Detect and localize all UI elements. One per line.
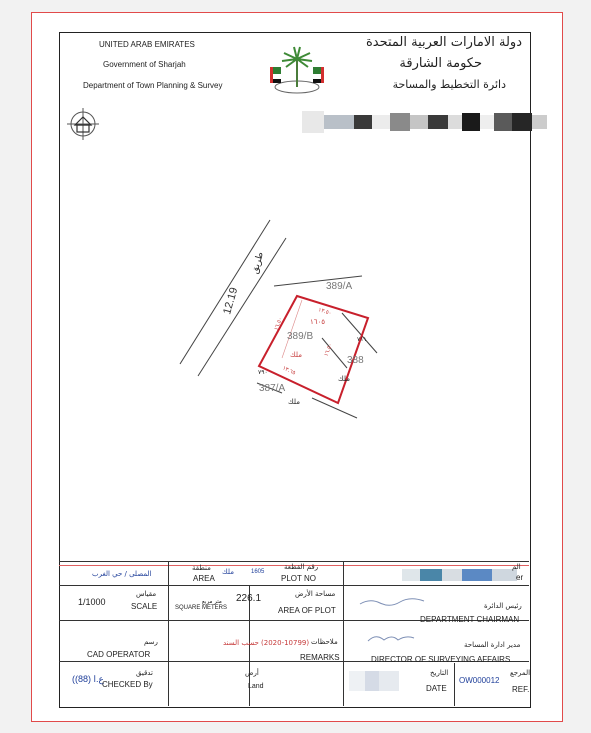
neighbor-right-number: ٧١١	[357, 336, 367, 343]
area-value: المصلى / حي الغرب	[92, 570, 152, 578]
remarks-value: (2020-10799) حسب السند	[223, 639, 310, 647]
director-ar: مدير ادارة المساحة	[464, 641, 521, 649]
department-ar: دائرة التخطيط والمساحة	[392, 78, 506, 91]
right-owner-label: ملك	[338, 375, 350, 383]
document-sheet	[31, 12, 563, 722]
top-right-fragment-ar: الم	[512, 563, 521, 571]
plot-area-label-en: AREA OF PLOT	[278, 606, 336, 615]
land-en: Land	[248, 683, 264, 690]
plot-bottom-number: 387/A	[259, 383, 286, 394]
table-line-1	[59, 585, 529, 586]
land-ar: أرض	[245, 669, 259, 677]
department-en: Department of Town Planning & Survey	[83, 81, 223, 90]
table-divider-3	[343, 561, 344, 706]
dept-chairman-en: DEPARTMENT CHAIRMAN	[420, 615, 520, 624]
plot-owner-label: ملك	[290, 351, 302, 359]
redacted-barcode	[302, 111, 547, 133]
plot-no-label-ar: رقم القطعة	[284, 563, 319, 571]
checked-by-ar: تدقيق	[136, 669, 153, 677]
neighbor-bottom-number: ٧٩٠	[258, 369, 268, 376]
plot-no-label-en: PLOT NO	[281, 574, 316, 583]
area-label-ar: منطقة	[192, 564, 211, 572]
redacted-date	[345, 669, 405, 695]
sharjah-emblem-logo	[266, 37, 328, 99]
plot-area-value: 226.1	[236, 593, 262, 604]
cad-operator-en: CAD OPERATOR	[87, 650, 151, 659]
table-top-line	[59, 561, 529, 562]
country-ar: دولة الامارات العربية المتحدة	[365, 35, 522, 50]
square-meters-en: SQUARE METERS	[175, 605, 228, 611]
plot-area-label-ar: مساحة الأرض	[295, 590, 336, 598]
road-label: طريق	[250, 250, 266, 276]
dept-chairman-ar: رئيس الدائرة	[484, 602, 522, 610]
ref-ar: المرجع	[510, 669, 531, 677]
plot-top-number: 389/A	[326, 281, 353, 292]
checked-by-en: CHECKED By	[102, 680, 153, 689]
road-width-label: 12.19	[221, 286, 241, 316]
chairman-signature	[358, 595, 428, 609]
redacted-owner-name	[402, 567, 517, 583]
government-ar: حكومة الشارقة	[399, 56, 482, 71]
country-en: UNITED ARAB EMIRATES	[99, 40, 195, 49]
table-divider-1	[168, 561, 169, 706]
remarks-label-ar: ملاحظات	[311, 638, 338, 646]
ref-value: OW000012	[459, 676, 500, 685]
square-meters-ar: متر مربع	[202, 599, 222, 605]
scale-label-en: SCALE	[131, 602, 158, 611]
side-bottom-length: ١٣.٦٥	[281, 365, 297, 377]
side-top-length: ١٣.٥٠	[317, 307, 333, 317]
plot-no-value: 1605	[251, 569, 265, 575]
remarks-label-en: REMARKS	[300, 653, 340, 662]
north-arrow-icon	[66, 107, 100, 141]
ref-en: REF.	[512, 685, 530, 694]
scale-label-ar: مقياس	[136, 590, 157, 598]
date-ar: التاريخ	[430, 669, 449, 677]
top-right-fragment-en: er	[516, 573, 524, 582]
table-divider-4	[454, 663, 455, 706]
checked-by-value: ((88) ع.ا	[72, 674, 104, 684]
side-right-length: ١٦.٥٠	[323, 342, 334, 358]
plot-center-number: 389/B	[287, 331, 314, 342]
director-signature	[366, 631, 416, 645]
date-en: DATE	[426, 684, 447, 693]
bottom-owner-label: ملك	[288, 398, 300, 406]
plot-number-ar: ١٦٠٥	[310, 318, 326, 326]
director-en: DIRECTOR OF SURVEYING AFFAIRS	[371, 655, 511, 664]
cad-operator-ar: رسم	[144, 638, 158, 646]
area-label-en: AREA	[193, 574, 215, 583]
plot-right-number: 388	[347, 355, 364, 366]
side-left-length: ١٦.٥٠	[273, 316, 284, 332]
government-en: Government of Sharjah	[103, 60, 186, 69]
area-type: ملك	[222, 568, 234, 576]
scale-value: 1/1000	[78, 597, 106, 607]
